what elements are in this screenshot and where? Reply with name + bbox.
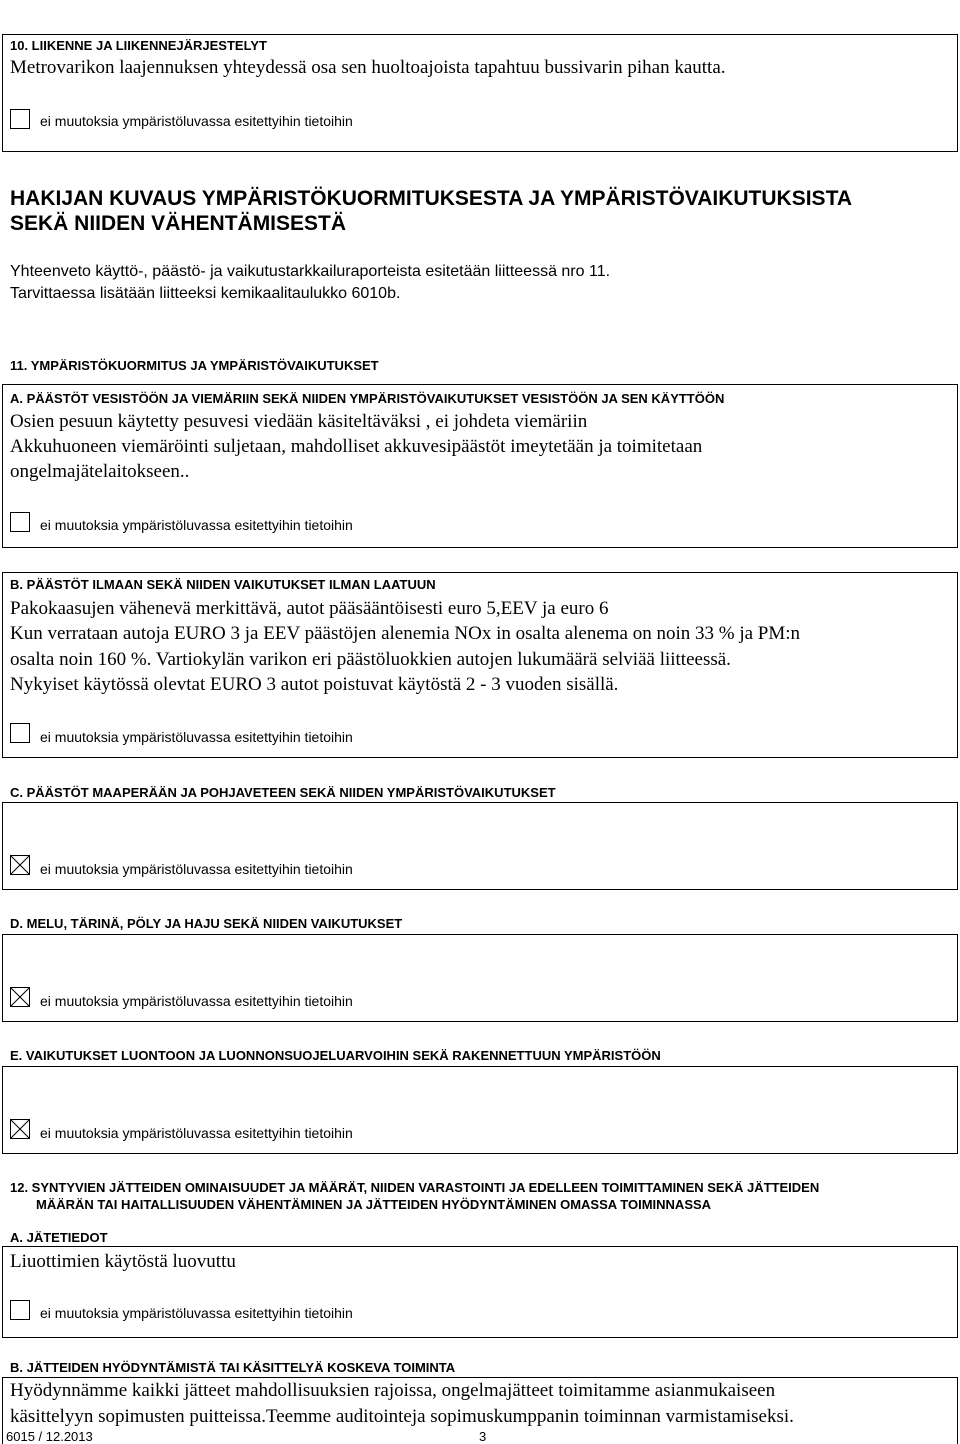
section-12b-header: B. JÄTTEIDEN HYÖDYNTÄMISTÄ TAI KÄSITTELYÄ KOSKEVA TOIMINTA: [10, 1360, 456, 1375]
section-12a-text[interactable]: Liuottimien käytöstä luovuttu: [10, 1251, 236, 1272]
section-11d-checkbox[interactable]: [10, 987, 30, 1007]
section-11e-checkbox-label: ei muutoksia ympäristöluvassa esitettyihin tietoihin: [40, 1125, 353, 1141]
section-11d-checkbox-label: ei muutoksia ympäristöluvassa esitettyihin tietoihin: [40, 993, 353, 1009]
section-12a-header: A. JÄTETIEDOT: [10, 1230, 108, 1245]
section-12-header-line1: 12. SYNTYVIEN JÄTTEIDEN OMINAISUUDET JA MÄÄRÄT, NIIDEN VARASTOINTI JA EDELLEEN TOIMITTAMINEN SEKÄ JÄTTEIDEN: [10, 1180, 820, 1195]
page-number: 3: [476, 1429, 489, 1444]
checkmark-x-icon: [11, 856, 29, 874]
section-11b-line[interactable]: Pakokaasujen vähenevä merkittävä, autot pääsääntöisesti euro 5,EEV ja euro 6: [10, 598, 609, 619]
section-10-checkbox-label: ei muutoksia ympäristöluvassa esitettyihin tietoihin: [40, 113, 353, 129]
section-10-header: 10. LIIKENNE JA LIIKENNEJÄRJESTELYT: [10, 38, 267, 53]
section-11b-header: B. PÄÄSTÖT ILMAAN SEKÄ NIIDEN VAIKUTUKSET ILMAN LAATUUN: [10, 577, 436, 592]
section-11a-checkbox[interactable]: [10, 512, 30, 532]
applicant-heading-line2: SEKÄ NIIDEN VÄHENTÄMISESTÄ: [10, 212, 347, 235]
section-10-text[interactable]: Metrovarikon laajennuksen yhteydessä osa sen huoltoajoista tapahtuu bussivarin pihan kautta.: [10, 57, 726, 78]
section-11e-checkbox[interactable]: [10, 1119, 30, 1139]
section-11e-header: E. VAIKUTUKSET LUONTOON JA LUONNONSUOJELUARVOIHIN SEKÄ RAKENNETTUUN YMPÄRISTÖÖN: [10, 1048, 661, 1063]
section-11a-line[interactable]: Osien pesuun käytetty pesuvesi viedään käsiteltäväksi , ei johdeta viemäriin: [10, 411, 588, 432]
section-11b-line[interactable]: osalta noin 160 %. Vartiokylän varikon eri päästöluokkien autojen lukumäärä selviää liitteessä.: [10, 649, 731, 670]
section-11d-header: D. MELU, TÄRINÄ, PÖLY JA HAJU SEKÄ NIIDEN VAIKUTUKSET: [10, 916, 403, 931]
section-11c-checkbox-label: ei muutoksia ympäristöluvassa esitettyihin tietoihin: [40, 861, 353, 877]
section-11c-header: C. PÄÄSTÖT MAAPERÄÄN JA POHJAVETEEN SEKÄ NIIDEN YMPÄRISTÖVAIKUTUKSET: [10, 785, 556, 800]
intro-text-line1: Yhteenveto käyttö-, päästö- ja vaikutustarkkailuraporteista esitetään liitteessä nro 11.: [10, 263, 611, 280]
intro-text-line2: Tarvittaessa lisätään liitteeksi kemikaalitaulukko 6010b.: [10, 285, 401, 302]
section-11a-line[interactable]: ongelmajätelaitokseen..: [10, 461, 190, 482]
section-12b-line[interactable]: käsittelyyn sopimusten puitteissa.Teemme auditointeja sopimuskumppanin toiminnan varmistamiseksi.: [10, 1406, 794, 1427]
checkmark-x-icon: [11, 988, 29, 1006]
section-12b-line[interactable]: Hyödynnämme kaikki jätteet mahdollisuuksien rajoissa, ongelmajätteet toimitamme asianmukaiseen: [10, 1380, 776, 1401]
section-11b-checkbox[interactable]: [10, 723, 30, 743]
section-12a-checkbox-label: ei muutoksia ympäristöluvassa esitettyihin tietoihin: [40, 1305, 353, 1321]
form-id: 6015 / 12.2013: [6, 1429, 97, 1444]
section-10-checkbox[interactable]: [10, 109, 30, 129]
section-11b-checkbox-label: ei muutoksia ympäristöluvassa esitettyihin tietoihin: [40, 729, 353, 745]
checkmark-x-icon: [11, 1120, 29, 1138]
section-11a-line[interactable]: Akkuhuoneen viemäröinti suljetaan, mahdolliset akkuvesipäästöt imeytetään ja toimitetaan: [10, 436, 703, 457]
section-11a-checkbox-label: ei muutoksia ympäristöluvassa esitettyihin tietoihin: [40, 517, 353, 533]
section-11b-line[interactable]: Nykyiset käytössä olevtat EURO 3 autot poistuvat käytöstä 2 - 3 vuoden sisällä.: [10, 674, 619, 695]
section-11a-header: A. PÄÄSTÖT VESISTÖÖN JA VIEMÄRIIN SEKÄ NIIDEN YMPÄRISTÖVAIKUTUKSET VESISTÖÖN JA SEN KÄYTTÖÖN: [10, 391, 725, 406]
applicant-heading-line1: HAKIJAN KUVAUS YMPÄRISTÖKUORMITUKSESTA JA YMPÄRISTÖVAIKUTUKSISTA: [10, 187, 852, 210]
section-12-header-line2: MÄÄRÄN TAI HAITALLISUUDEN VÄHENTÄMINEN JA JÄTTEIDEN HYÖDYNTÄMINEN OMASSA TOIMINNASSA: [36, 1197, 712, 1212]
section-11b-line[interactable]: Kun verrataan autoja EURO 3 ja EEV päästöjen alenemia NOx in osalta alenema on noin 33 % ja PM:n: [10, 623, 801, 644]
section-12a-checkbox[interactable]: [10, 1300, 30, 1320]
section-11-header: 11. YMPÄRISTÖKUORMITUS JA YMPÄRISTÖVAIKUTUKSET: [10, 358, 379, 373]
section-11c-checkbox[interactable]: [10, 855, 30, 875]
